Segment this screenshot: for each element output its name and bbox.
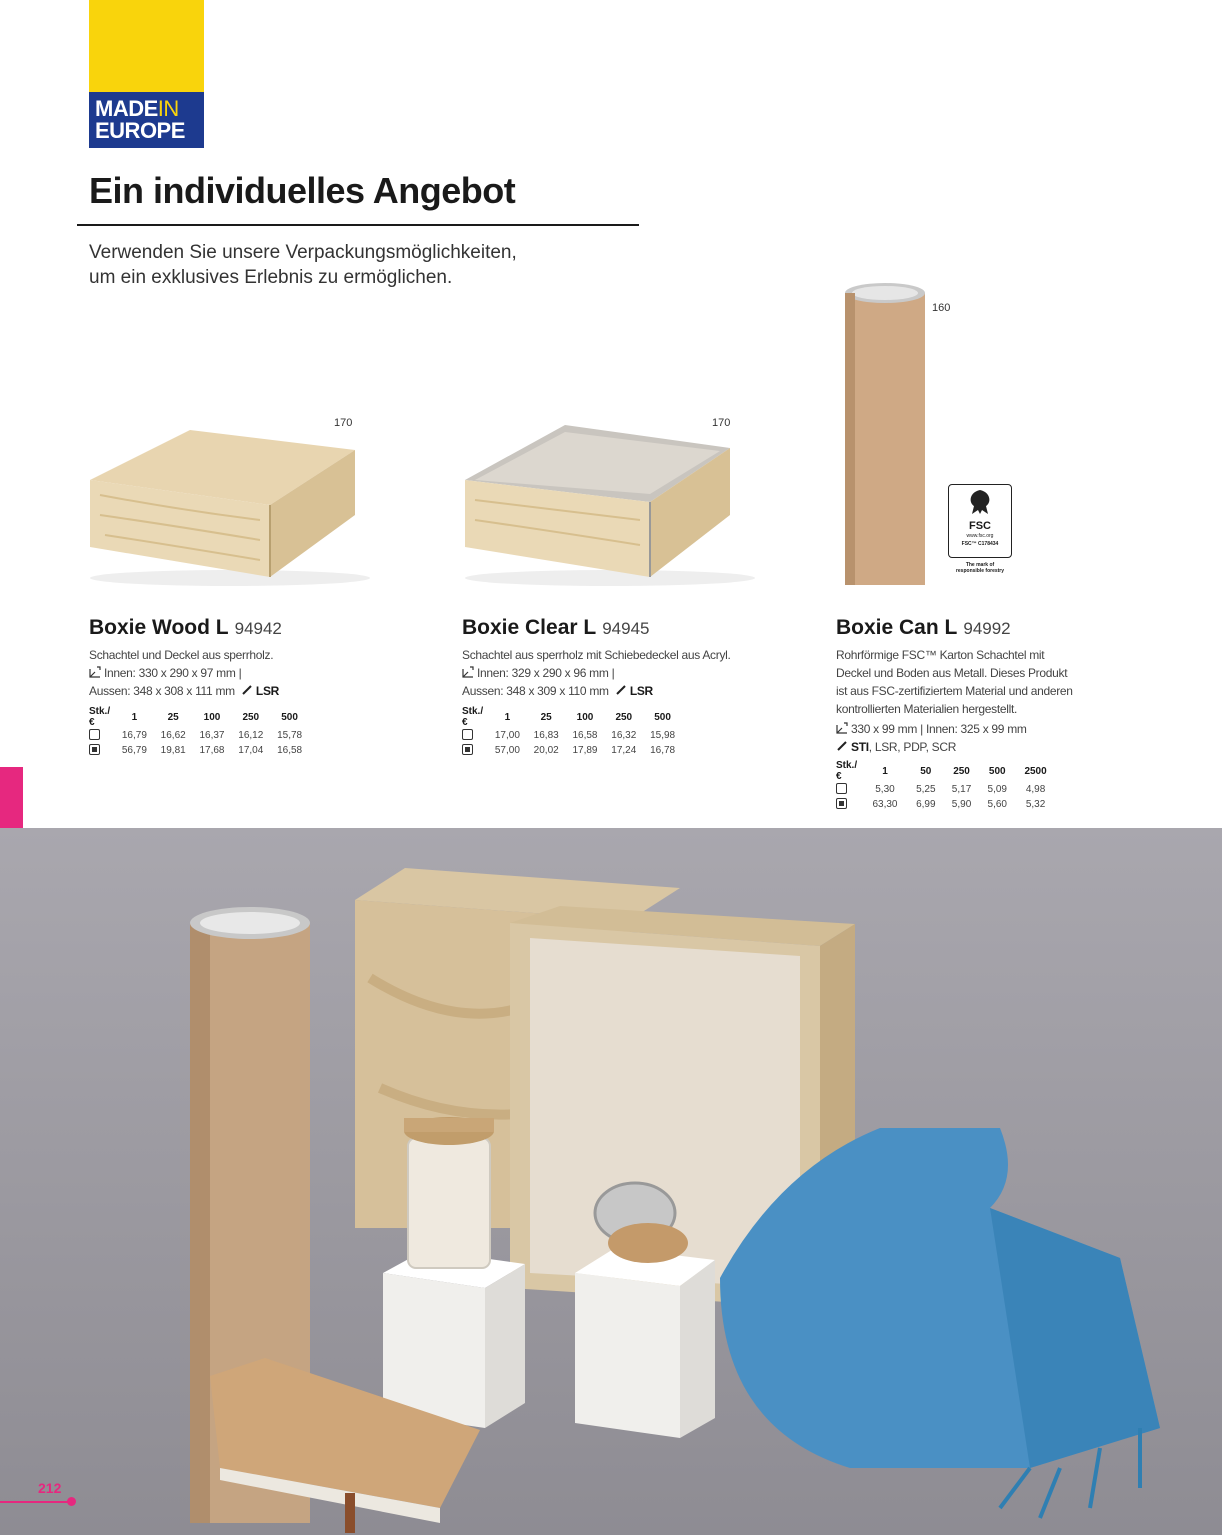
price-cell: 17,89 — [572, 745, 598, 756]
fsc-url: www.fsc.org — [966, 533, 994, 539]
product-code: 94942 — [234, 619, 282, 638]
price-cell: 5,60 — [987, 799, 1007, 810]
product-description — [836, 646, 1073, 756]
min-quantity-label: 170 — [712, 417, 731, 429]
price-header-cell: Stk./€ — [836, 760, 858, 782]
printed-icon — [836, 798, 847, 809]
product-dims-line-2 — [89, 682, 309, 700]
product-code: 94992 — [963, 619, 1011, 638]
price-cell: 5,32 — [1025, 799, 1046, 810]
price-cell: 57,00 — [494, 745, 520, 756]
min-quantity-label: 170 — [334, 417, 353, 429]
made-in-europe-badge — [89, 92, 204, 148]
price-cell: 5,30 — [875, 784, 895, 795]
product-methods-line — [836, 738, 1073, 756]
boxie-can-image — [835, 278, 935, 590]
print-method: STI — [851, 740, 869, 754]
price-row-print — [462, 743, 682, 758]
printed-icon — [462, 744, 473, 755]
price-header-cell: 2500 — [1024, 765, 1047, 777]
product-desc-line: Rohrförmige FSC™ Karton Schachtel mit — [836, 648, 1045, 662]
badge-in: IN — [157, 96, 179, 121]
lifestyle-scene — [0, 828, 1222, 1535]
title-divider — [77, 224, 639, 226]
price-header-cell: 25 — [167, 711, 179, 723]
dims-inner: Innen: 330 x 290 x 97 mm | — [104, 666, 242, 680]
product-dims-line — [462, 664, 731, 682]
price-header-cell: 1 — [504, 711, 511, 723]
price-cell: 16,83 — [533, 730, 559, 741]
price-header-cell: Stk./€ — [462, 706, 484, 728]
unprinted-icon — [836, 783, 847, 794]
price-cell: 5,25 — [916, 784, 936, 795]
price-header-cell: 100 — [576, 711, 594, 723]
dimensions-icon — [89, 666, 101, 678]
min-quantity-label: 160 — [932, 302, 951, 314]
price-header-cell: Stk./€ — [89, 706, 111, 728]
price-row-print — [836, 797, 1056, 812]
price-cell: 6,99 — [916, 799, 936, 810]
unprinted-icon — [89, 729, 100, 740]
price-header-cell: 250 — [953, 765, 970, 777]
badge-europe: EUROPE — [95, 118, 185, 143]
boxie-wood-image — [80, 420, 380, 590]
price-cell: 16,32 — [611, 730, 637, 741]
price-cell: 17,68 — [199, 745, 225, 756]
dims-inner: Innen: 329 x 290 x 96 mm | — [477, 666, 615, 680]
price-header-cell: 25 — [540, 711, 552, 723]
laser-icon — [241, 684, 253, 696]
fsc-label: FSC — [969, 520, 991, 532]
price-header-cell: 100 — [203, 711, 221, 723]
price-cell: 16,62 — [160, 730, 186, 741]
price-row-plain — [462, 728, 682, 743]
printed-icon — [89, 744, 100, 755]
dimensions-icon — [462, 666, 474, 678]
print-method: LSR — [629, 684, 653, 698]
price-cell: 16,37 — [199, 730, 225, 741]
price-table — [836, 760, 1056, 812]
badge-yellow-block — [89, 0, 204, 92]
lifestyle-photo — [0, 828, 1222, 1535]
intro-line-1: Verwenden Sie unsere Verpackungsmöglichkeiten, — [89, 242, 517, 263]
price-cell: 63,30 — [872, 799, 898, 810]
price-header-cell: 500 — [988, 765, 1006, 777]
dims-info: 330 x 99 mm | Innen: 325 x 99 mm — [851, 722, 1027, 736]
product-dims-line-2 — [462, 682, 731, 700]
laser-icon — [836, 740, 848, 752]
price-cell: 5,09 — [987, 784, 1007, 795]
fsc-logo — [948, 484, 1012, 558]
price-row-plain — [89, 728, 309, 743]
product-title — [836, 616, 1073, 640]
price-header-cell: 1 — [131, 711, 138, 723]
unprinted-icon — [462, 729, 473, 740]
price-header-row — [836, 760, 1056, 782]
price-cell: 15,78 — [277, 730, 303, 741]
price-cell: 15,98 — [650, 730, 676, 741]
product-desc-line: kontrollierten Materialien hergestellt. — [836, 702, 1018, 716]
product-name: Boxie Wood L — [89, 616, 229, 639]
price-row-print — [89, 743, 309, 758]
page-number-line — [0, 1501, 70, 1503]
dims-outer: Aussen: 348 x 308 x 111 mm — [89, 684, 235, 698]
fsc-tagline-2: responsible forestry — [955, 568, 1005, 574]
price-cell: 17,04 — [238, 745, 264, 756]
intro-line-2: um ein exklusives Erlebnis zu ermöglichen. — [89, 267, 453, 288]
price-cell: 16,58 — [572, 730, 598, 741]
price-cell: 17,24 — [611, 745, 637, 756]
dims-outer: Aussen: 348 x 309 x 110 mm — [462, 684, 609, 698]
price-cell: 16,79 — [121, 730, 147, 741]
product-description — [462, 646, 731, 700]
page-number: 212 — [38, 1480, 62, 1496]
price-row-plain — [836, 782, 1056, 797]
product-code: 94945 — [602, 619, 650, 638]
page-number-dot — [67, 1497, 76, 1506]
page-title: Ein individuelles Angebot — [89, 170, 516, 211]
fsc-license: FSC™ C178434 — [961, 541, 999, 547]
product-dims-line — [836, 720, 1073, 738]
product-name: Boxie Can L — [836, 616, 958, 639]
product-title — [462, 616, 731, 640]
price-header-row — [462, 706, 682, 728]
product-desc-line: ist aus FSC-zertifiziertem Material und anderen — [836, 684, 1073, 698]
price-table — [462, 706, 682, 758]
product-dims-line — [89, 664, 309, 682]
price-cell: 17,00 — [494, 730, 520, 741]
fsc-tagline — [948, 562, 1012, 574]
price-header-cell: 500 — [281, 711, 298, 723]
print-method: LSR — [255, 684, 280, 698]
product-desc-line: Schachtel aus sperrholz mit Schiebedeckel aus Acryl. — [462, 648, 731, 662]
price-cell: 56,79 — [121, 745, 147, 756]
price-cell: 16,78 — [650, 745, 676, 756]
price-header-row — [89, 706, 309, 728]
price-header-cell: 250 — [615, 711, 633, 723]
price-table — [89, 706, 309, 758]
laser-icon — [615, 684, 627, 696]
product-card-boxie-wood — [89, 616, 309, 758]
price-header-cell: 50 — [920, 765, 932, 777]
badge-made: MADE — [95, 96, 158, 121]
price-header-cell: 250 — [242, 711, 260, 723]
print-methods-other: , LSR, PDP, SCR — [868, 740, 957, 754]
product-card-boxie-clear — [462, 616, 731, 758]
price-header-cell: 1 — [882, 765, 888, 777]
price-header-cell: 500 — [654, 711, 671, 723]
price-cell: 5,90 — [951, 799, 972, 810]
product-title — [89, 616, 309, 640]
price-cell: 19,81 — [160, 745, 186, 756]
product-desc-line: Deckel und Boden aus Metall. Dieses Produkt — [836, 666, 1068, 680]
price-cell: 16,58 — [277, 745, 303, 756]
fsc-tagline-1: The mark of — [965, 562, 995, 568]
dimensions-icon — [836, 722, 848, 734]
price-cell: 5,17 — [951, 784, 972, 795]
price-cell: 20,02 — [533, 745, 559, 756]
price-cell: 4,98 — [1025, 784, 1046, 795]
product-description — [89, 646, 309, 700]
product-card-boxie-can — [836, 616, 1073, 812]
product-name: Boxie Clear L — [462, 616, 597, 639]
price-cell: 16,12 — [238, 730, 264, 741]
fsc-tree-icon — [960, 488, 1000, 516]
intro-text — [89, 240, 517, 290]
product-desc-line: Schachtel und Deckel aus sperrholz. — [89, 648, 274, 662]
boxie-clear-image — [455, 420, 765, 590]
